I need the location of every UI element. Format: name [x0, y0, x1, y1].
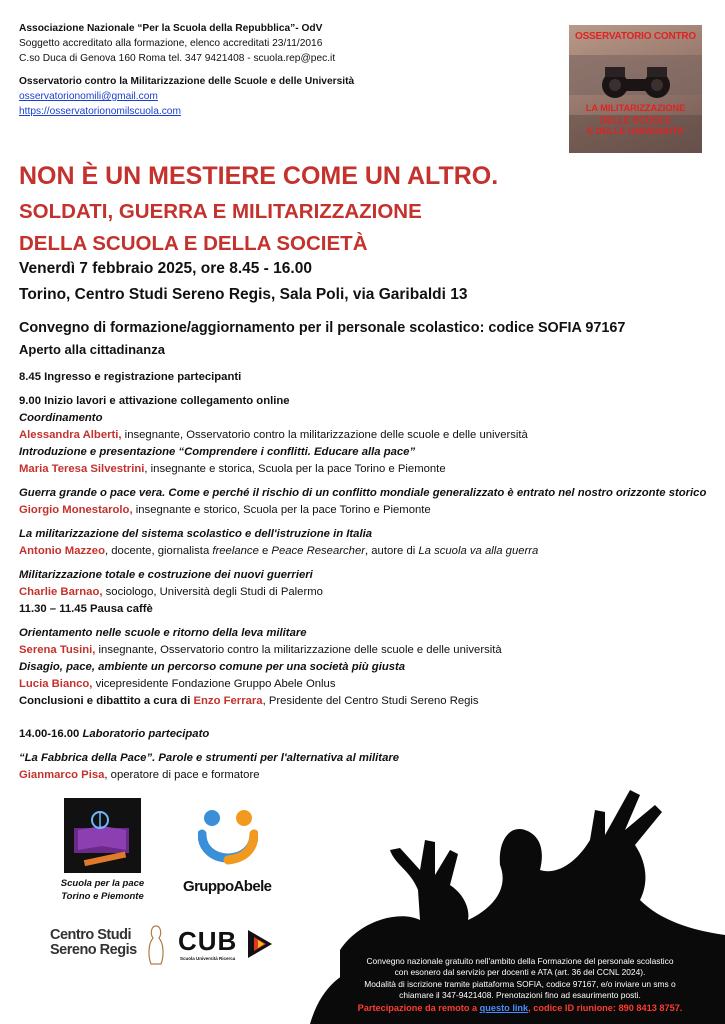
- program-registration: 8.45 Ingresso e registrazione partecipanti: [19, 371, 242, 383]
- event-place: Torino, Centro Studi Sereno Regis, Sala Poli, via Garibaldi 13: [19, 286, 468, 303]
- militarization-talk-speaker: Antonio Mazzeo, docente, giornalista freelance e Peace Researcher, autore di La scuola va alla guerra: [19, 545, 539, 557]
- coffee-break: 11.30 – 11.45 Pausa caffè: [19, 603, 153, 615]
- header-block: [19, 21, 354, 119]
- gruppo-abele-logo-icon: [198, 808, 258, 870]
- footnote: Convegno nazionale gratuito nell'ambito della Formazione del personale scolastico con esonero dal servizio per docenti e ATA (art. 36 del CCNL 2024). Modalità di iscrizione tramite piattaforma SOFIA, codice 97167, e/o inviare un sms o chiamare il 347-9421408. Prenotazioni fino ad esaurimento posti. Partecipazione da remoto a questo link, codice ID riunione: 890 8413 8757.: [330, 956, 710, 1014]
- title-line-2: SOLDATI, GUERRA E MILITARIZZAZIONE: [19, 200, 422, 223]
- coordinator-entry: Alessandra Alberti, insegnante, Osservatorio contro la militarizzazione delle scuole e delle università: [19, 429, 528, 441]
- gruppo-abele-text: GruppoAbele: [183, 878, 272, 895]
- militarization-talk-title: La militarizzazione del sistema scolastico e dell'istruzione in Italia: [19, 528, 373, 540]
- war-talk-title: Guerra grande o pace vera. Come e perché il rischio di un conflitto mondiale generalizzato è entrato nel nostro orizzonte storico: [19, 487, 707, 499]
- sereno-regis-logo: Centro Studi Sereno Regis: [50, 927, 137, 958]
- observatory-name: Osservatorio contro la Militarizzazione delle Scuole e delle Università: [19, 76, 355, 87]
- org-name: Associazione Nazionale “Per la Scuola della Repubblica”- OdV: [19, 23, 323, 34]
- open-to-public: Aperto alla cittadinanza: [19, 342, 165, 357]
- cub-arrow-icon: [246, 928, 274, 960]
- sereno-regis-figure-icon: [145, 922, 167, 966]
- scuola-pace-caption: Scuola per la pace Torino e Piemonte: [60, 878, 145, 902]
- conclusions: Conclusioni e dibattito a cura di Enzo Ferrara, Presidente del Centro Studi Sereno Regis: [19, 695, 479, 707]
- cub-subtitle: Scuola Università Ricerca: [180, 956, 236, 961]
- website-link[interactable]: https://osservatorionomilscuola.com: [19, 106, 181, 117]
- title-line-3: DELLA SCUOLA E DELLA SOCIETÀ: [19, 232, 368, 255]
- lab-title: “La Fabbrica della Pace”. Parole e strumenti per l'alternativa al militare: [19, 752, 400, 764]
- orientation-talk-speaker: Serena Tusini, insegnante, Osservatorio contro la militarizzazione delle scuole e delle università: [19, 644, 502, 656]
- remote-participation: Partecipazione da remoto a questo link, codice ID riunione: 890 8413 8757.: [357, 1003, 683, 1013]
- discomfort-talk-speaker: Lucia Bianco, vicepresidente Fondazione Gruppo Abele Onlus: [19, 678, 336, 690]
- intro-title: Introduzione e presentazione “Comprendere i conflitti. Educare alla pace”: [19, 446, 416, 458]
- cub-logo-text: CUB: [178, 926, 238, 956]
- address: C.so Duca di Genova 160 Roma tel. 347 9421408 - scuola.rep@pec.it: [19, 53, 336, 64]
- intro-speaker: Maria Teresa Silvestrini, insegnante e storica, Scuola per la pace Torino e Piemonte: [19, 463, 446, 475]
- orientation-talk-title: Orientamento nelle scuole e ritorno della leva militare: [19, 627, 307, 639]
- program-start: 9.00 Inizio lavori e attivazione collegamento online: [19, 395, 290, 407]
- remote-link[interactable]: questo link: [479, 1003, 529, 1013]
- accreditation: Soggetto accreditato alla formazione, elenco accreditati 23/11/2016: [19, 38, 323, 49]
- total-militarization-title: Militarizzazione totale e costruzione dei nuovi guerrieri: [19, 569, 313, 581]
- discomfort-talk-title: Disagio, pace, ambiente un percorso comune per una società più giusta: [19, 661, 406, 673]
- coordination-label: Coordinamento: [19, 412, 103, 424]
- title-line-1: NON È UN MESTIERE COME UN ALTRO.: [19, 162, 499, 190]
- scuola-per-la-pace-logo: [64, 798, 141, 873]
- war-talk-speaker: Giorgio Monestarolo, insegnante e storico, Scuola per la pace Torino e Piemonte: [19, 504, 431, 516]
- lab-heading: 14.00-16.00 Laboratorio partecipato: [19, 728, 210, 740]
- course-info: Convegno di formazione/aggiornamento per il personale scolastico: codice SOFIA 97167: [19, 320, 626, 336]
- total-militarization-speaker: Charlie Barnao, sociologo, Università degli Studi di Palermo: [19, 586, 323, 598]
- observatory-logo: OSSERVATORIO CONTRO LA MILITARIZZAZIONE DELLE SCUOLE E DELLE UNIVERSITÀ: [569, 25, 702, 153]
- program: [19, 369, 706, 784]
- peace-book-icon: [64, 798, 141, 873]
- email-link[interactable]: osservatorionomili@gmail.com: [19, 91, 158, 102]
- lab-speaker: Gianmarco Pisa, operatore di pace e formatore: [19, 769, 260, 781]
- event-date: Venerdì 7 febbraio 2025, ore 8.45 - 16.00: [19, 260, 312, 277]
